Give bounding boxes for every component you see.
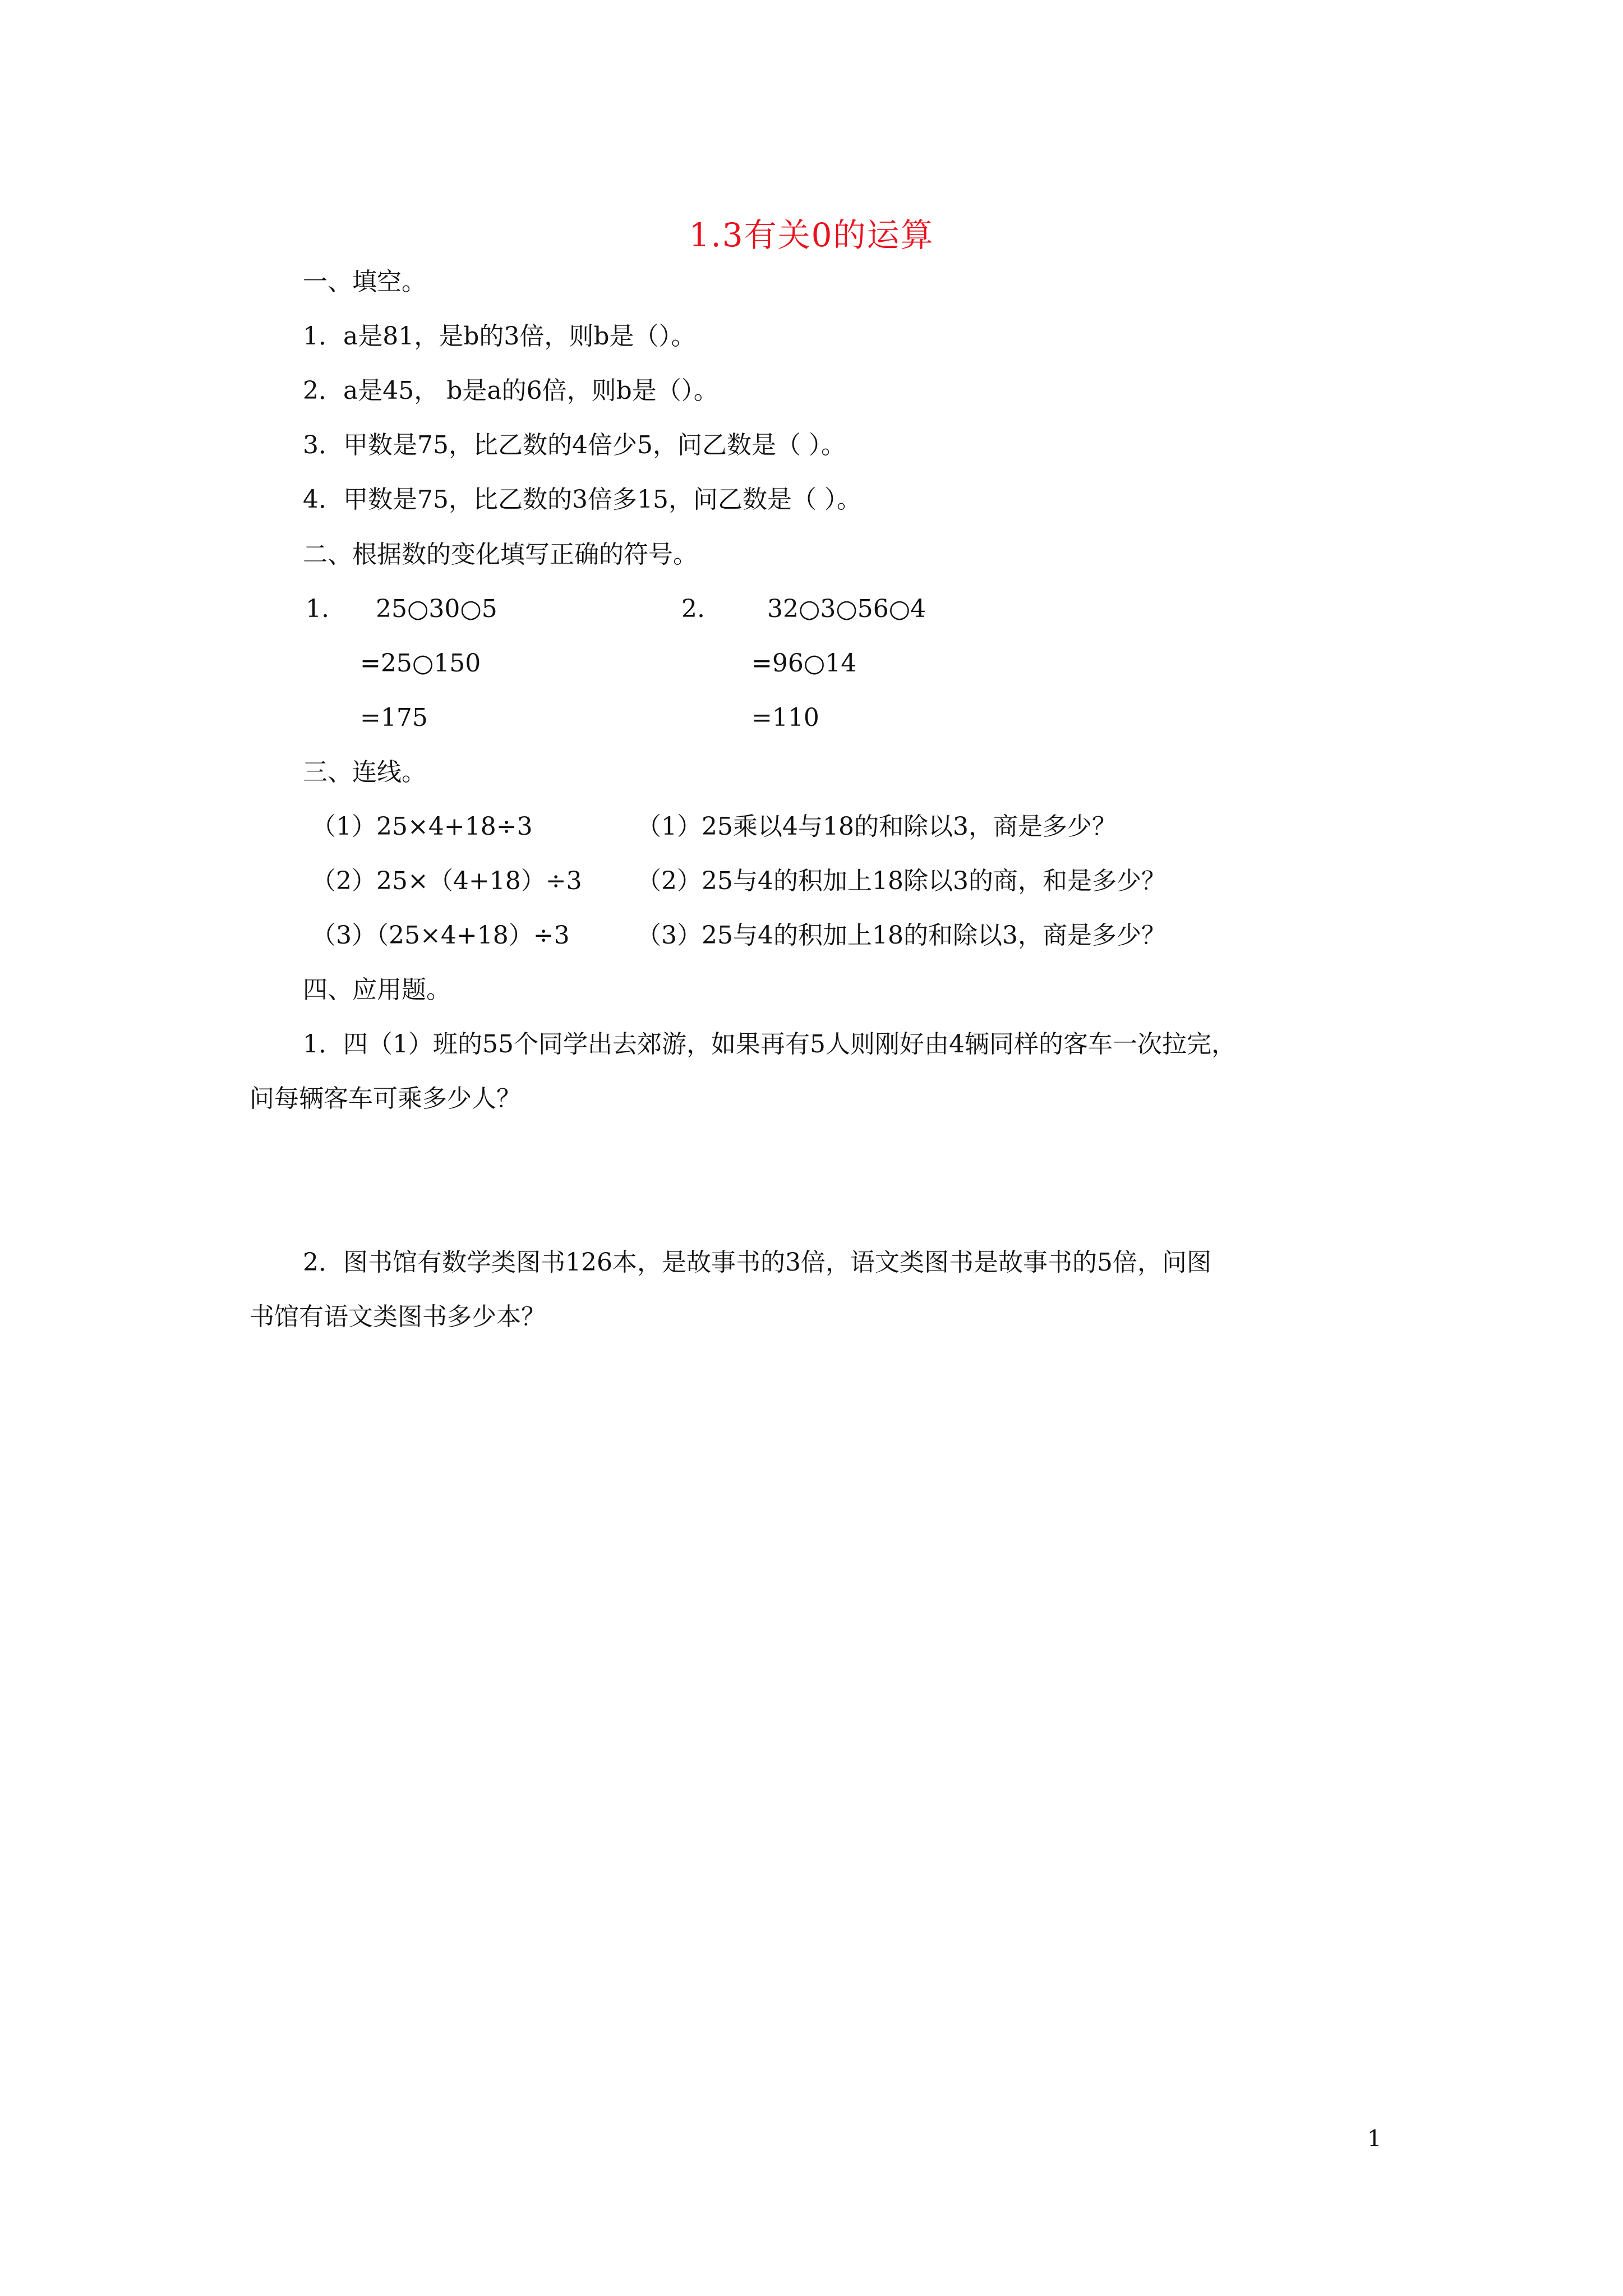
operator-problem-1-line-1: 25○30○5 bbox=[376, 595, 497, 623]
operator-problem-1-number: 1. bbox=[306, 595, 329, 623]
match-expression-2: （2）25×（4+18）÷3 bbox=[311, 867, 582, 895]
match-description-2: （2）25与4的积加上18除以3的商，和是多少？ bbox=[637, 867, 1166, 895]
operator-problem-1-line-3: =175 bbox=[360, 703, 428, 732]
fill-blank-item-1: 1．a是81，是b的3倍，则b是（）。 bbox=[303, 322, 696, 351]
word-problem-1-line-1: 1．四（1）班的55个同学出去郊游，如果再有5人则刚好由4辆同样的客车一次拉完， bbox=[303, 1030, 1236, 1059]
match-description-3: （3）25与4的积加上18的和除以3，商是多少？ bbox=[637, 921, 1166, 950]
match-description-1: （1）25乘以4与18的和除以3，商是多少？ bbox=[637, 812, 1117, 841]
word-problem-1-line-2: 问每辆客车可乘多少人？ bbox=[250, 1084, 521, 1113]
fill-blank-item-2: 2．a是45， b是a的6倍，则b是（）。 bbox=[303, 376, 718, 405]
section-4-heading: 四、应用题。 bbox=[303, 976, 451, 1004]
word-problem-2-line-2: 书馆有语文类图书多少本？ bbox=[250, 1303, 546, 1331]
word-problem-2-line-1: 2．图书馆有数学类图书126本，是故事书的3倍，语文类图书是故事书的5倍，问图 bbox=[303, 1248, 1211, 1277]
section-3-heading: 三、连线。 bbox=[303, 758, 426, 786]
fill-blank-item-4: 4．甲数是75，比乙数的3倍多15，问乙数是（ ）。 bbox=[303, 485, 861, 514]
match-expression-1: （1）25×4+18÷3 bbox=[311, 812, 533, 841]
operator-problem-2-line-2: =96○14 bbox=[751, 649, 857, 678]
operator-problem-1-line-2: =25○150 bbox=[360, 649, 481, 678]
section-1-heading: 一、填空。 bbox=[303, 268, 426, 296]
match-expression-3: （3）（25×4+18）÷3 bbox=[311, 921, 570, 950]
operator-problem-2-line-3: =110 bbox=[751, 703, 819, 732]
page-title: 1.3有关0的运算 bbox=[689, 216, 934, 254]
fill-blank-item-3: 3．甲数是75，比乙数的4倍少5，问乙数是（ ）。 bbox=[303, 431, 846, 459]
operator-problem-2-number: 2. bbox=[681, 595, 705, 623]
operator-problem-2-line-1: 32○3○56○4 bbox=[767, 595, 926, 623]
section-2-heading: 二、根据数的变化填写正确的符号。 bbox=[303, 540, 698, 569]
page-number: 1 bbox=[1367, 2126, 1382, 2152]
